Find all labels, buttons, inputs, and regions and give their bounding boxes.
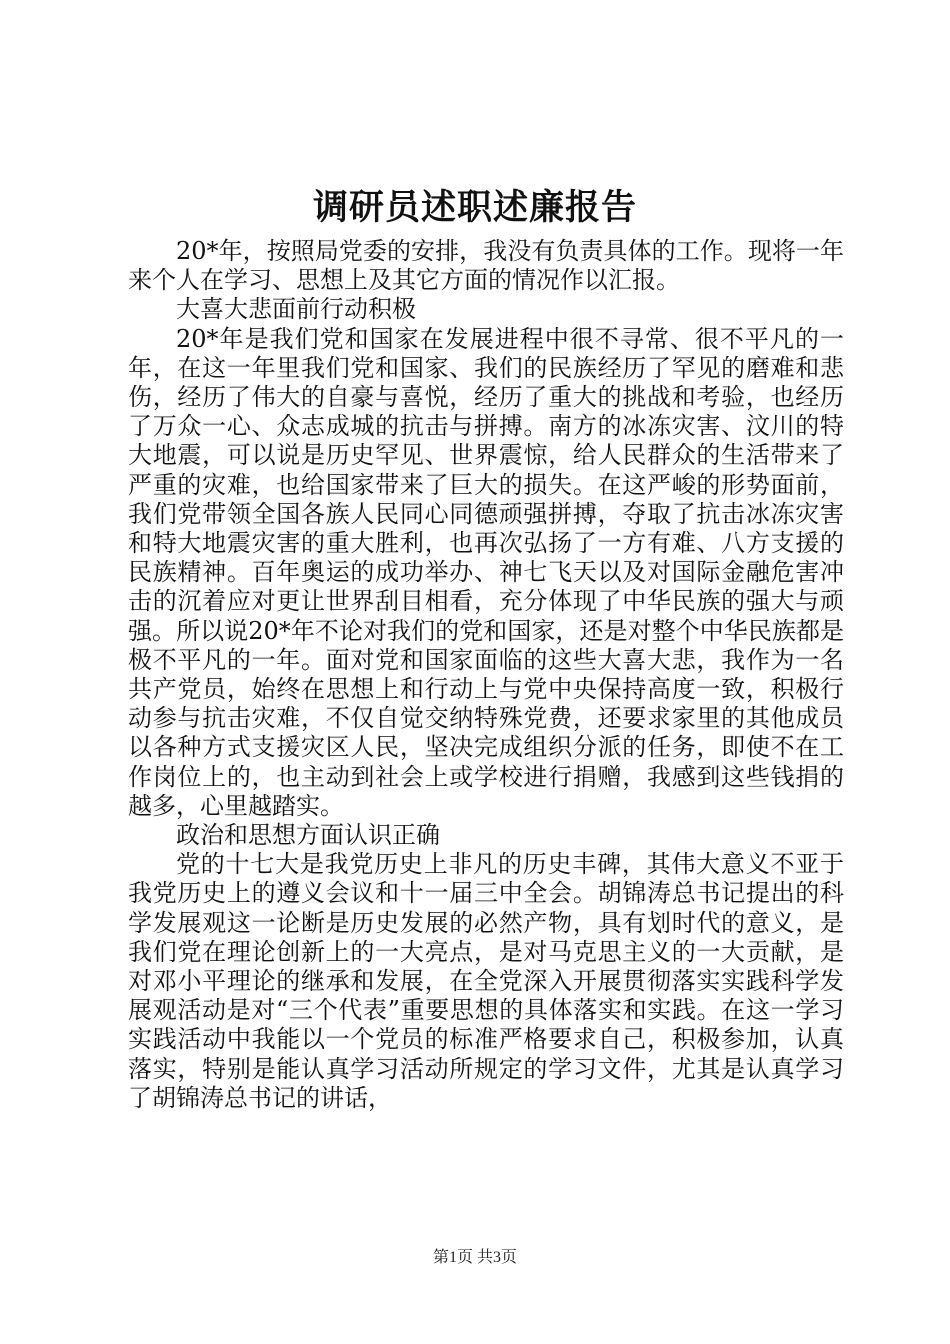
section-heading-1: 大喜大悲面前行动积极: [176, 295, 416, 324]
paragraph-section-2: 党的十七大是我党历史上非凡的历史丰碑，其伟大意义不亚于我党历史上的遵义会议和十一届三中全会。胡锦涛总书记提出的科学发展观这一论断是历史发展的必然产物，具有划时代的意义，是我们党在理论创新上的一大亮点，是对马克思主义的一大贡献，是对邓小平理论的继承和发展，在全党深入开展贯彻落实实践科学发展观活动是对“三个代表”重要思想的具体落实和实践。在这一学习实践活动中我能以一个党员的标准严格要求自己，积极参加，认真落实，特别是能认真学习活动所规定的学习文件，尤其是认真学习了胡锦涛总书记的讲话，: [128, 850, 844, 1112]
document-body: [128, 237, 844, 1113]
section-heading-2: 政治和思想方面认识正确: [176, 821, 440, 850]
page-title: 调研员述职述廉报告: [312, 187, 637, 228]
paragraph-intro: 20*年，按照局党委的安排，我没有负责具体的工作。现将一年来个人在学习、思想上及其它方面的情况作以汇报。: [128, 237, 844, 295]
page-footer: 第1页 共3页: [432, 1249, 517, 1266]
paragraph-section-1: 20*年是我们党和国家在发展进程中很不寻常、很不平凡的一年，在这一年里我们党和国家、我们的民族经历了罕见的磨难和悲伤，经历了伟大的自豪与喜悦，经历了重大的挑战和考验，也经历了万众一心、众志成城的抗击与拼搏。南方的冰冻灾害、汶川的特大地震，可以说是历史罕见、世界震惊，给人民群众的生活带来了严重的灾难，也给国家带来了巨大的损失。在这严峻的形势面前，我们党带领全国各族人民同心同德顽强拼搏，夺取了抗击冰冻灾害和特大地震灾害的重大胜利，也再次弘扬了一方有难、八方支援的民族精神。百年奥运的成功举办、神七飞天以及对国际金融危害冲击的沉着应对更让世界刮目相看，充分体现了中华民族的强大与顽强。所以说20*年不论对我们的党和国家，还是对整个中华民族都是极不平凡的一年。面对党和国家面临的这些大喜大悲，我作为一名共产党员，始终在思想上和行动上与党中央保持高度一致，积极行动参与抗击灾难，不仅自觉交纳特殊党费，还要求家里的其他成员以各种方式支援灾区人民，坚决完成组织分派的任务，即使不在工作岗位上的，也主动到社会上或学校进行捐赠，我感到这些钱捐的越多，心里越踏实。: [128, 324, 844, 820]
